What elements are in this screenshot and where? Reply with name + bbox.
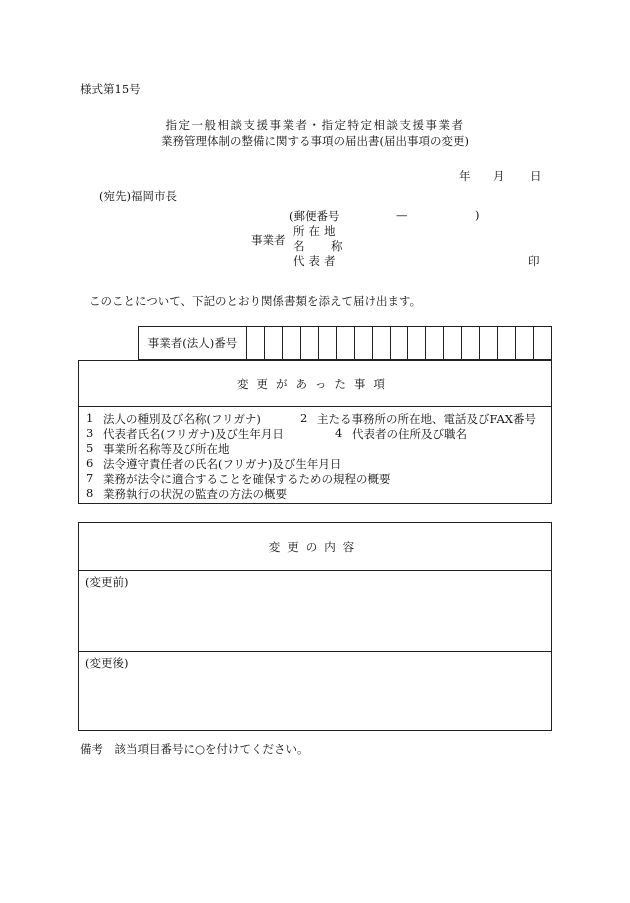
change-item-text: 法令遵守責任者の氏名(フリガナ)及び生年月日 [103,457,342,471]
seal-mark: 印 [528,254,540,268]
corporate-number-digit-cell[interactable] [444,327,462,359]
change-item-number: 6 [86,456,94,470]
corporate-number-digit-cell[interactable] [373,327,391,359]
postal-code-dash: — [396,208,408,222]
corporate-number-digit-cell[interactable] [480,327,498,359]
form-title-line1: 指定一般相談支援事業者・指定特定相談支援事業者 [165,118,465,132]
corporate-number-digit-cell[interactable] [426,327,444,359]
corporate-number-digit-cell[interactable] [337,327,355,359]
corporate-number-digit-cell[interactable] [265,327,283,359]
address-label: 所在地 [293,224,340,238]
corporate-number-digit-cell[interactable] [391,327,409,359]
name-label-part1: 名 [293,239,305,253]
postal-code-label: (郵便番号 [289,209,340,223]
corporate-number-digit-cell[interactable] [283,327,301,359]
corporate-number-digit-cell[interactable] [462,327,480,359]
corporate-number-digit-cell[interactable] [355,327,373,359]
representative-label: 代表者 [293,254,340,268]
change-item-text: 主たる事務所の所在地、電話及びFAX番号 [317,412,536,426]
change-item-number: 2 [300,411,308,425]
change-item-number: 8 [86,486,94,500]
after-change-label: (変更後) [85,656,129,670]
intro-sentence: このことについて、下記のとおり関係書類を添えて届け出ます。 [89,294,422,308]
change-item-text: 業務執行の状況の監査の方法の概要 [103,487,287,501]
name-label-part2: 称 [331,239,343,253]
change-item-number: 3 [86,426,94,440]
applicant-label: 事業者 [251,233,286,247]
change-item-text: 代表者氏名(フリガナ)及び生年月日 [103,427,284,441]
remarks-note: 備考 該当項目番号に○を付けてください。 [80,742,309,756]
change-item-text: 代表者の住所及び職名 [352,427,467,441]
change-contents-table [78,522,552,731]
change-item-text: 事業所名称等及び所在地 [103,442,230,456]
changes-heading: 変更があった事項 [79,361,551,407]
contents-heading: 変更の内容 [79,523,551,571]
change-item-number: 5 [86,441,94,455]
corporate-number-digit-cell[interactable] [301,327,319,359]
before-change-field[interactable] [79,571,551,652]
before-change-label: (変更前) [85,575,129,589]
corporate-number-digit-cell[interactable] [408,327,426,359]
corporate-number-digit-cell[interactable] [516,327,534,359]
corporate-number-digit-cell[interactable] [534,327,551,359]
date-day-label: 日 [530,169,542,183]
form-title-line2: 業務管理体制の整備に関する事項の届出書(届出事項の変更) [161,134,469,148]
change-item-number: 1 [86,411,94,425]
corporate-number-digit-cell[interactable] [319,327,337,359]
change-items-table [78,360,552,504]
change-item-number: 4 [335,426,343,440]
addressee: (宛先)福岡市長 [99,189,177,203]
postal-code-close: ) [475,208,480,222]
change-item-text: 業務が法令に適合することを確保するための規程の概要 [103,472,391,486]
corporate-number-digit-cell[interactable] [498,327,516,359]
corporate-number-table [138,326,552,360]
corporate-number-label: 事業者(法人)番号 [139,327,247,359]
change-item-text: 法人の種別及び名称(フリガナ) [103,412,261,426]
date-year-label: 年 [459,169,471,183]
form-number: 様式第15号 [80,82,141,96]
name-label [293,238,343,254]
change-item-number: 7 [86,471,94,485]
date-month-label: 月 [493,169,505,183]
corporate-number-digit-cell[interactable] [247,327,265,359]
